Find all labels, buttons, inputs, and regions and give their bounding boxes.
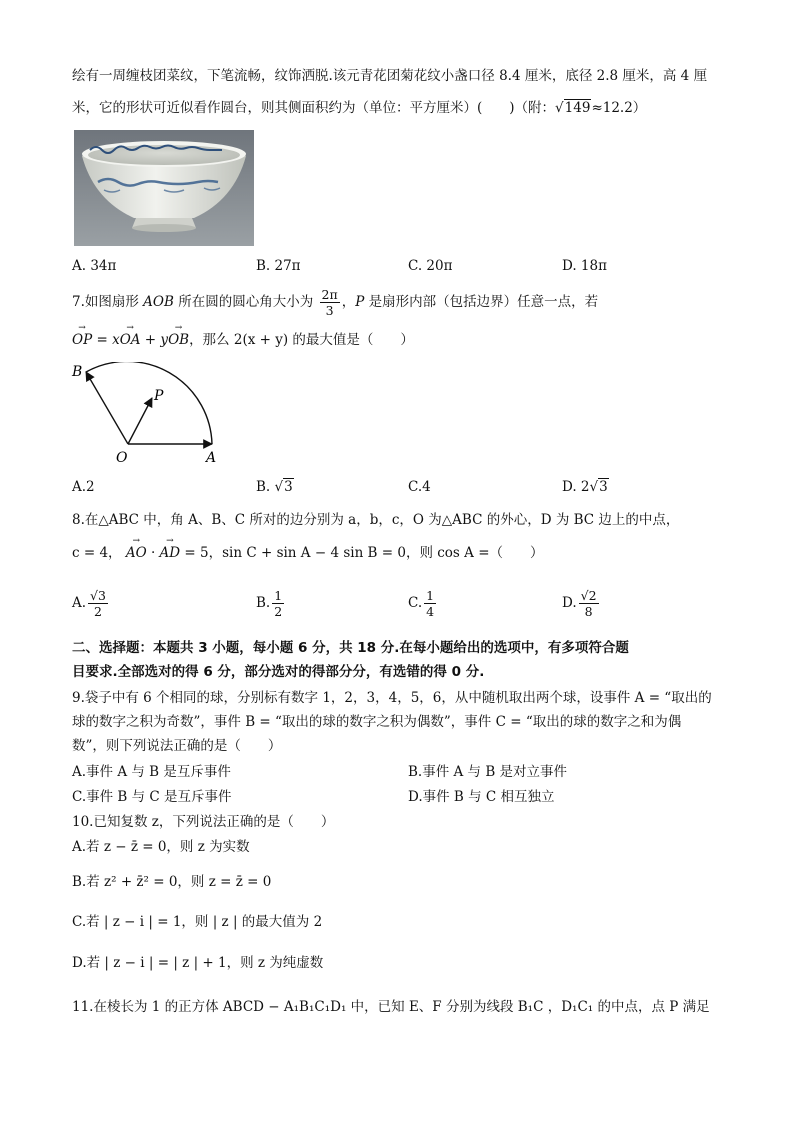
- vector-ob: → OB: [168, 330, 189, 350]
- q8-option-d[interactable]: D. $\frac{√2}{8}$: [562, 588, 597, 619]
- q8-text-line1: 8.在△ABC 中，角 A、B、C 所对的边分别为 a，b，c，O 为△ABC 的外心，D 为 BC 边上的中点，: [72, 512, 680, 528]
- q6-option-d[interactable]: D. 18π: [562, 258, 607, 274]
- porcelain-bowl-photo: [74, 130, 254, 246]
- q6-option-a[interactable]: A. 34π: [72, 258, 117, 274]
- q10-option-d[interactable]: D.若 | z − i | = | z | + 1，则 z 为纯虚数: [72, 955, 324, 971]
- q6-text-line2: 米，它的形状可近似看作圆台，则其侧面积约为（单位：平方厘米）( )（附：√149≈12.2）: [72, 100, 647, 116]
- q11-text-line1: 11.在棱长为 1 的正方体 ABCD − A₁B₁C₁D₁ 中，已知 E、F 分别为线段 B₁C ，D₁C₁ 的中点，点 P 满足: [72, 999, 710, 1015]
- q7-text-line1: 7.如图扇形 AOB 所在圆的圆心角大小为 $\frac{2\pi}{3}$ ，P 是扇形内部（包括边界）任意一点，若: [72, 287, 599, 318]
- q7-option-d[interactable]: D. 2√3: [562, 479, 608, 495]
- q8-option-b[interactable]: B. $\frac{1}{2}$: [256, 588, 283, 619]
- q9-option-b[interactable]: B.事件 A 与 B 是对立事件: [408, 764, 568, 780]
- radius-ob: [86, 372, 128, 444]
- q10-option-b[interactable]: B.若 z² + z̄² = 0，则 z = z̄ = 0: [72, 874, 272, 890]
- label-o: O: [116, 450, 128, 466]
- vector-op: → OP: [72, 330, 92, 350]
- q8-text-line2: c = 4， → AO · → AD = 5，sin C + sin A − 4 sin B = 0，则 cos A =（ ）: [72, 543, 544, 563]
- q9-text-line1: 9.袋子中有 6 个相同的球，分别标有数字 1，2，3，4，5，6，从中随机取出两个球，设事件 A = “取出的: [72, 690, 712, 706]
- vector-ao: → AO: [126, 543, 147, 563]
- q7-option-c[interactable]: C.4: [408, 479, 431, 495]
- q6-text-line1: 绘有一周缠枝团菜纹，下笔流畅，纹饰洒脱.该元青花团菊花纹小盏口径 8.4 厘米，底径 2.8 厘米，高 4 厘: [72, 68, 708, 84]
- q9-option-a[interactable]: A.事件 A 与 B 是互斥事件: [72, 764, 231, 780]
- q8-option-c[interactable]: C. $\frac{1}{4}$: [408, 588, 435, 619]
- q9-text-line2: 球的数字之积为奇数”，事件 B = “取出的球的数字之积为偶数”，事件 C = “取出的球的数字之和为偶: [72, 714, 682, 730]
- q6-option-b[interactable]: B. 27π: [256, 258, 301, 274]
- q6-option-c[interactable]: C. 20π: [408, 258, 453, 274]
- label-p: P: [154, 388, 164, 404]
- q10-text-line1: 10.已知复数 z，下列说法正确的是（ ）: [72, 814, 335, 830]
- q8-option-a[interactable]: A. $\frac{√3}{2}$: [72, 588, 106, 619]
- q10-option-a[interactable]: A.若 z − z̄ = 0，则 z 为实数: [72, 839, 250, 855]
- q7-option-a[interactable]: A.2: [72, 479, 95, 495]
- q7-option-b[interactable]: B. √3: [256, 479, 293, 495]
- vector-ad: → AD: [160, 543, 181, 563]
- segment-op: [128, 398, 152, 444]
- q9-option-c[interactable]: C.事件 B 与 C 是互斥事件: [72, 789, 232, 805]
- fraction-2pi-3: $\frac{2\pi}{3}$: [321, 287, 338, 318]
- section-2-heading-line1: 二、选择题：本题共 3 小题，每小题 6 分，共 18 分.在每小题给出的选项中，有多项符合题: [72, 640, 629, 656]
- label-b: B: [72, 364, 83, 380]
- q10-option-c[interactable]: C.若 | z − i | = 1，则 | z | 的最大值为 2: [72, 914, 323, 930]
- sqrt-149: √149: [555, 100, 591, 116]
- label-a: A: [206, 450, 217, 466]
- q7-text-line2: → OP = x→ OA + y→ OB，那么 2(x + y) 的最大值是（ ）: [72, 330, 414, 350]
- q9-text-line3: 数”，则下列说法正确的是（ ）: [72, 738, 282, 754]
- vector-oa: → OA: [120, 330, 141, 350]
- section-2-heading-line2: 目要求.全部选对的得 6 分，部分选对的得部分分，有选错的得 0 分.: [72, 664, 485, 680]
- q9-option-d[interactable]: D.事件 B 与 C 相互独立: [408, 789, 555, 805]
- sector-diagram: [66, 362, 226, 466]
